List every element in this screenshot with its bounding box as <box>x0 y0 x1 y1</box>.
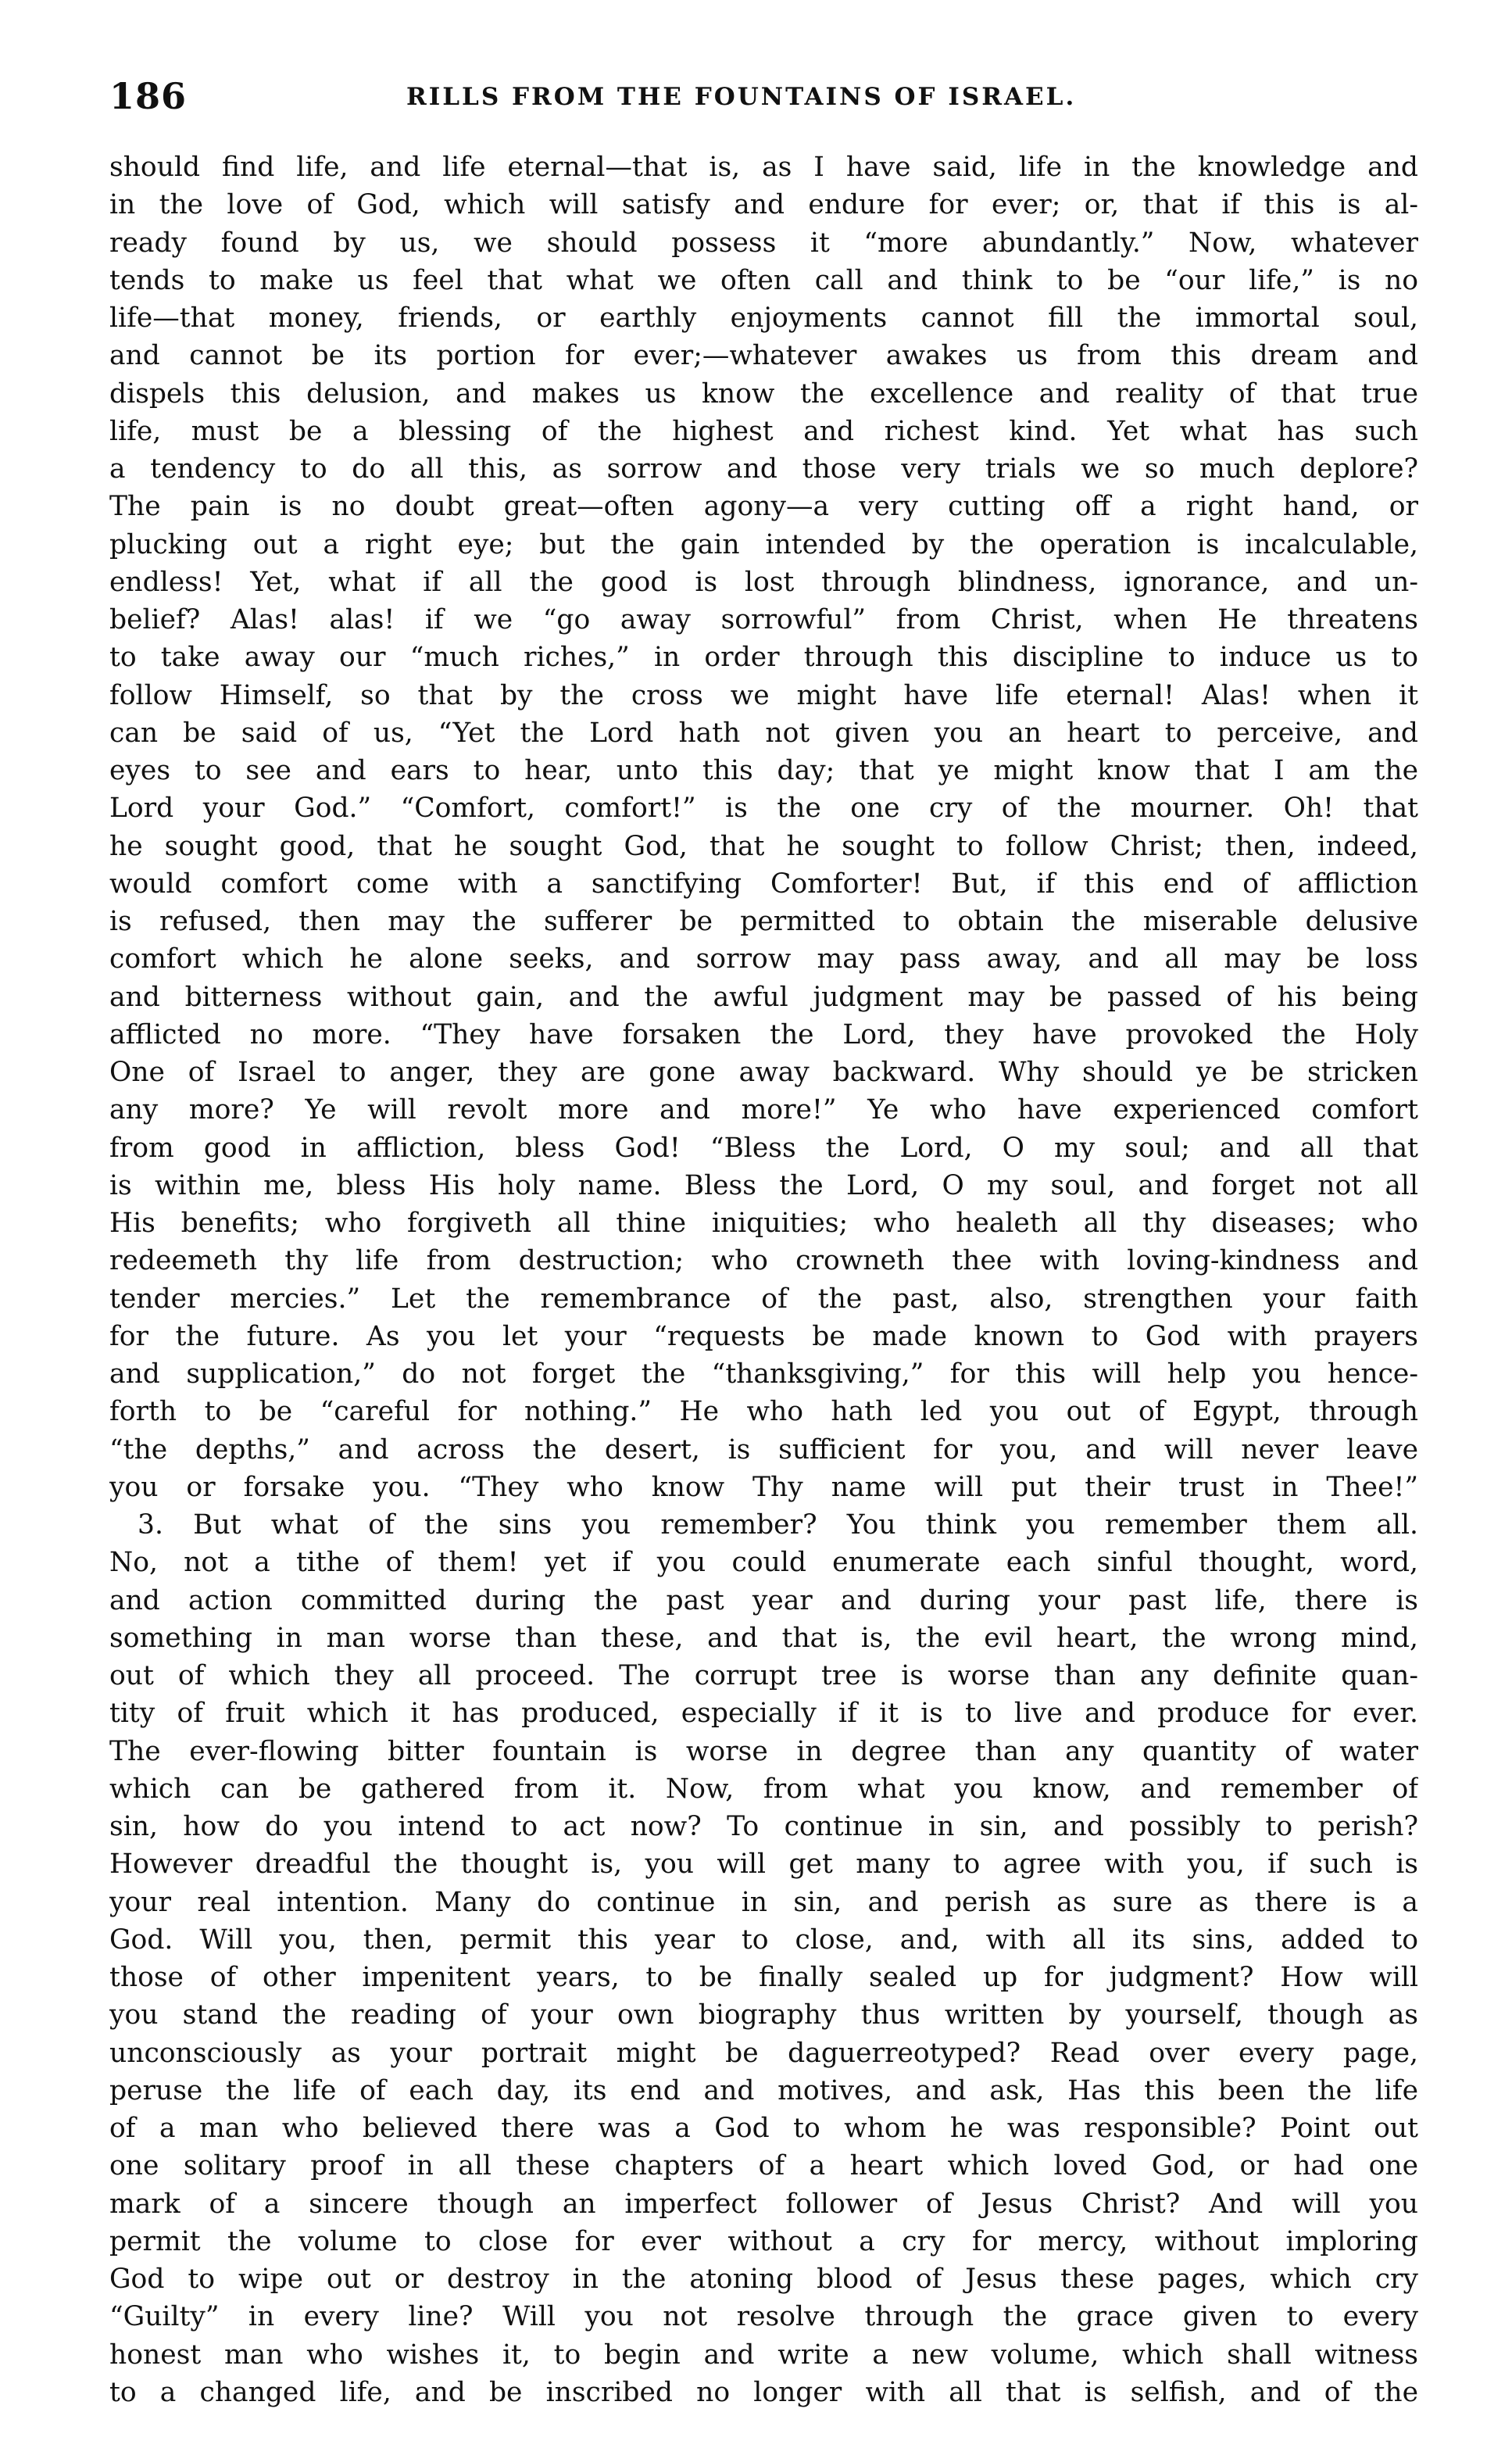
text-line: in the love of God, which will satisfy and endure for ever; or, that if this is al- <box>109 189 1418 221</box>
text-line: your real intention. Many do continue in sin, and perish as sure as there is a <box>109 1886 1418 1918</box>
text-line: afflicted no more. “They have forsaken the Lord, they have provoked the Holy <box>109 1018 1418 1050</box>
text-line: peruse the life of each day, its end and motives, and ask, Has this been the life <box>109 2074 1418 2106</box>
text-line: for the future. As you let your “requests be made known to God with prayers <box>109 1320 1418 1352</box>
text-line: a tendency to do all this, as sorrow and those very trials we so much deplore? <box>109 453 1418 485</box>
text-line: sin, how do you intend to act now? To continue in sin, and possibly to perish? <box>109 1811 1418 1842</box>
text-line: follow Himself, so that by the cross we might have life eternal! Alas! when it <box>109 679 1418 711</box>
text-line: out of which they all proceed. The corrupt tree is worse than any definite quan- <box>109 1660 1418 1691</box>
page-number: 186 <box>109 75 188 117</box>
text-line: dispels this delusion, and makes us know the excellence and reality of that true <box>109 378 1418 410</box>
text-line: life, must be a blessing of the highest and richest kind. Yet what has such <box>109 415 1418 447</box>
text-line: he sought good, that he sought God, that he sought to follow Christ; then, indeed, <box>109 830 1418 862</box>
text-line: comfort which he alone seeks, and sorrow may pass away, and all may be loss <box>109 943 1418 975</box>
text-line: you or forsake you. “They who know Thy name will put their trust in Thee!” <box>109 1471 1418 1503</box>
text-line: endless! Yet, what if all the good is lost through blindness, ignorance, and un- <box>109 566 1418 598</box>
text-line: eyes to see and ears to hear, unto this day; that ye might know that I am the <box>109 755 1418 786</box>
text-line: should find life, and life eternal—that is, as I have said, life in the knowledge and <box>109 152 1418 183</box>
section-start-line: 3. But what of the sins you remember? You think you remember them all. <box>138 1509 1418 1541</box>
text-line: tity of fruit which it has produced, especially if it is to live and produce for ever. <box>109 1698 1418 1730</box>
text-line: redeemeth thy life from destruction; who crowneth thee with loving-kindness and <box>109 1245 1418 1277</box>
text-line: and action committed during the past year and during your past life, there is <box>109 1584 1418 1616</box>
text-line: to a changed life, and be inscribed no longer with all that is selfish, and of the <box>109 2376 1418 2408</box>
text-line: would comfort come with a sanctifying Comforter! But, if this end of affliction <box>109 868 1418 900</box>
text-line: any more? Ye will revolt more and more!” Ye who have experienced comfort <box>109 1094 1418 1126</box>
text-line: to take away our “much riches,” in order through this discipline to induce us to <box>109 642 1418 674</box>
text-line: one solitary proof in all these chapters of a heart which loved God, or had one <box>109 2150 1418 2182</box>
text-line: of a man who believed there was a God to whom he was responsible? Point out <box>109 2113 1418 2144</box>
text-line: forth to be “careful for nothing.” He who hath led you out of Egypt, through <box>109 1396 1418 1428</box>
text-line: God. Will you, then, permit this year to close, and, with all its sins, added to <box>109 1924 1418 1956</box>
text-line: No, not a tithe of them! yet if you could enumerate each sinful thought, word, <box>109 1547 1418 1579</box>
text-line: and cannot be its portion for ever;—whatever awakes us from this dream and <box>109 340 1418 372</box>
text-line: ready found by us, we should possess it “more abundantly.” Now, whatever <box>109 227 1418 259</box>
text-line: “Guilty” in every line? Will you not resolve through the grace given to every <box>109 2301 1418 2333</box>
text-line: One of Israel to anger, they are gone away backward. Why should ye be stricken <box>109 1057 1418 1088</box>
text-line: which can be gathered from it. Now, from what you know, and remember of <box>109 1773 1418 1805</box>
text-line: However dreadful the thought is, you will get many to agree with you, if such is <box>109 1849 1418 1881</box>
text-line: Lord your God.” “Comfort, comfort!” is the one cry of the mourner. Oh! that <box>109 793 1418 825</box>
page-header <box>109 75 1414 130</box>
running-head: RILLS FROM THE FOUNTAINS OF ISRAEL. <box>406 83 1077 111</box>
text-line: those of other impenitent years, to be finally sealed up for judgment? How will <box>109 1962 1418 1993</box>
text-line: permit the volume to close for ever without a cry for mercy, without imploring <box>109 2225 1418 2257</box>
text-line: tender mercies.” Let the remembrance of the past, also, strengthen your faith <box>109 1283 1418 1315</box>
text-line: is refused, then may the sufferer be permitted to obtain the miserable delusive <box>109 906 1418 937</box>
text-line: can be said of us, “Yet the Lord hath not given you an heart to perceive, and <box>109 717 1418 749</box>
text-line: you stand the reading of your own biography thus written by yourself, though as <box>109 1999 1418 2031</box>
text-line: mark of a sincere though an imperfect follower of Jesus Christ? And will you <box>109 2188 1418 2220</box>
text-line: life—that money, friends, or earthly enjoyments cannot fill the immortal soul, <box>109 302 1418 334</box>
text-line: unconsciously as your portrait might be daguerreotyped? Read over every page, <box>109 2037 1418 2069</box>
text-line: belief? Alas! alas! if we “go away sorrowful” from Christ, when He threatens <box>109 604 1418 635</box>
text-line: “the depths,” and across the desert, is sufficient for you, and will never leave <box>109 1433 1418 1466</box>
text-line: honest man who wishes it, to begin and write a new volume, which shall witness <box>109 2339 1418 2371</box>
text-line: and bitterness without gain, and the awful judgment may be passed of his being <box>109 981 1418 1013</box>
text-line: The pain is no doubt great—often agony—a very cutting off a right hand, or <box>109 491 1418 523</box>
text-line: plucking out a right eye; but the gain intended by the operation is incalculable, <box>109 528 1418 560</box>
text-line: and supplication,” do not forget the “thanksgiving,” for this will help you hence- <box>109 1358 1418 1390</box>
text-line: God to wipe out or destroy in the atoning blood of Jesus these pages, which cry <box>109 2264 1418 2295</box>
text-line: something in man worse than these, and that is, the evil heart, the wrong mind, <box>109 1622 1418 1654</box>
text-line: is within me, bless His holy name. Bless the Lord, O my soul, and forget not all <box>109 1169 1418 1201</box>
body-text <box>109 149 1418 2411</box>
text-line: from good in affliction, bless God! “Bless the Lord, O my soul; and all that <box>109 1132 1418 1164</box>
text-line: The ever-flowing bitter fountain is worse in degree than any quantity of water <box>109 1735 1418 1767</box>
text-line: His benefits; who forgiveth all thine iniquities; who healeth all thy diseases; who <box>109 1208 1418 1239</box>
text-line: tends to make us feel that what we often call and think to be “our life,” is no <box>109 264 1418 296</box>
